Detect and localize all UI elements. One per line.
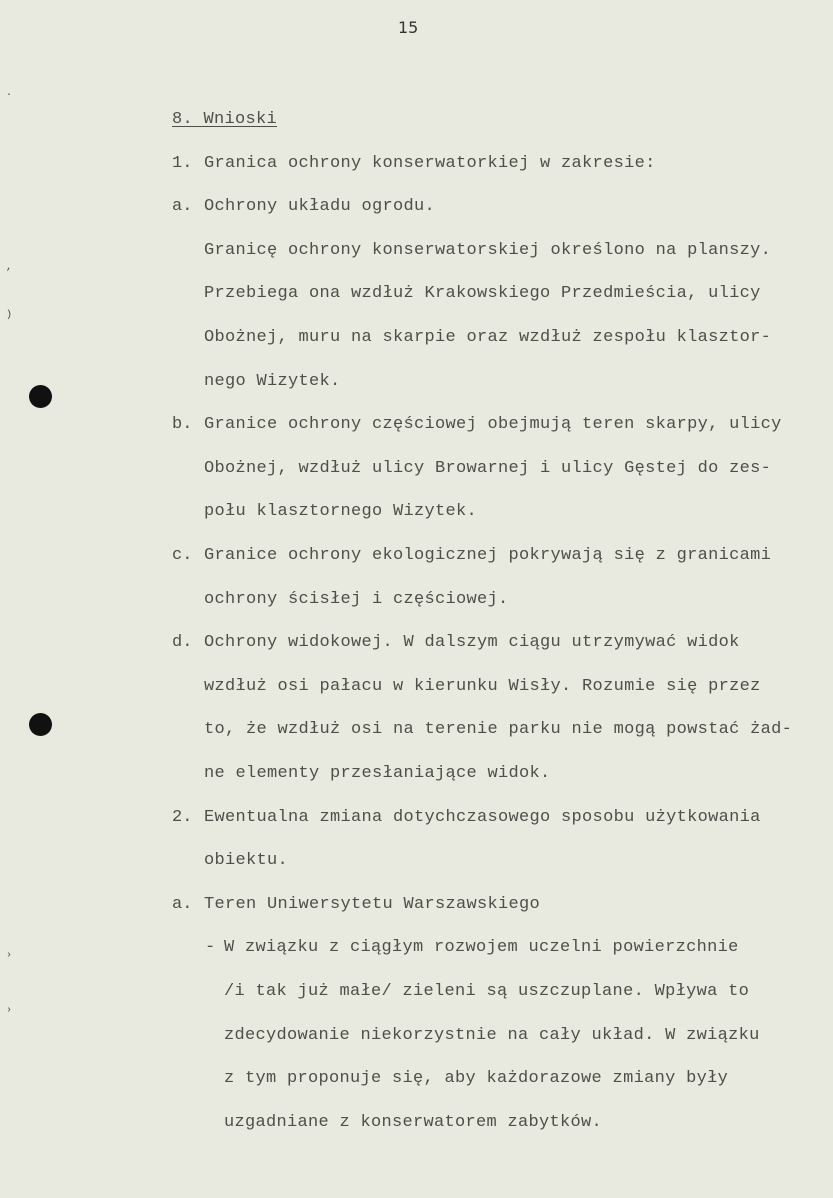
text-line: Ochrony układu ogrodu.: [204, 197, 436, 217]
text-line: połu klasztornego Wizytek.: [204, 502, 478, 522]
text-line: wzdłuż osi pałacu w kierunku Wisły. Rozumie się przez: [204, 676, 761, 696]
text-line: Granice ochrony częściowej obejmują teren skarpy, ulicy: [204, 415, 782, 435]
text-line: Obożnej, wzdłuż ulicy Browarnej i ulicy Gęstej do zes-: [204, 458, 772, 478]
page-number: 15: [398, 18, 419, 37]
list-marker: a.: [172, 894, 193, 914]
margin-mark: .: [6, 88, 13, 99]
list-marker: -: [205, 938, 216, 958]
text-line: Granica ochrony konserwatorkiej w zakresie:: [204, 153, 656, 173]
text-line: Granicę ochrony konserwatorskiej określono na planszy.: [204, 240, 772, 260]
text-line: ne elementy przesłaniające widok.: [204, 764, 551, 783]
text-line: Ewentualna zmiana dotychczasowego sposobu użytkowania: [204, 807, 761, 827]
text-line: Granice ochrony ekologicznej pokrywają się z granicami: [204, 546, 772, 565]
list-marker: d.: [172, 633, 193, 653]
text-line: nego Wizytek.: [204, 371, 341, 391]
binder-hole: [29, 713, 52, 736]
list-marker: b.: [172, 415, 193, 435]
margin-mark: ): [6, 310, 13, 321]
margin-mark: ›: [6, 950, 13, 961]
margin-mark: ›: [6, 1005, 13, 1016]
binder-hole: [29, 385, 52, 408]
text-line: Teren Uniwersytetu Warszawskiego: [204, 894, 541, 914]
list-marker: 1.: [172, 153, 193, 173]
text-line: to, że wzdłuż osi na terenie parku nie mogą powstać żad-: [204, 720, 793, 740]
text-line: z tym proponuje się, aby każdorazowe zmiany były: [224, 1069, 729, 1089]
margin-mark: ,: [6, 262, 13, 273]
text-line: Ochrony widokowej. W dalszym ciągu utrzymywać widok: [204, 633, 740, 653]
list-marker: 2.: [172, 807, 193, 827]
text-line: W związku z ciągłym rozwojem uczelni powierzchnie: [224, 938, 739, 958]
text-line: /i tak już małe/ zieleni są uszczuplane. Wpływa to: [224, 982, 750, 1001]
text-line: uzgadniane z konserwatorem zabytków.: [224, 1112, 603, 1132]
text-line: ochrony ścisłej i częściowej.: [204, 589, 509, 609]
section-heading: 8. Wnioski: [172, 110, 278, 129]
list-marker: c.: [172, 546, 193, 565]
text-line: obiektu.: [204, 851, 289, 871]
text-line: Obożnej, muru na skarpie oraz wzdłuż zespołu klasztor-: [204, 328, 772, 347]
text-line: Przebiega ona wzdłuż Krakowskiego Przedmieścia, ulicy: [204, 284, 761, 304]
list-marker: a.: [172, 197, 193, 217]
text-line: zdecydowanie niekorzystnie na cały układ. W związku: [224, 1025, 760, 1045]
